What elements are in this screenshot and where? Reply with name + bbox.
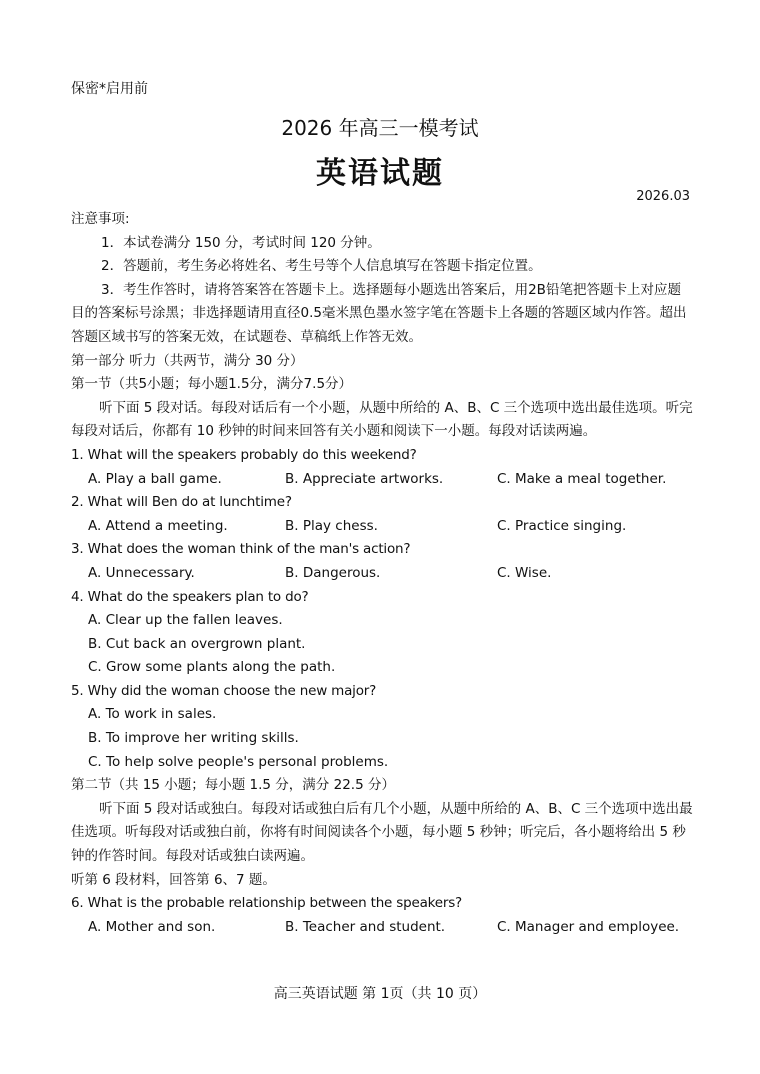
option-a: A. To work in sales. bbox=[88, 706, 217, 723]
option-b: B. Play chess. bbox=[285, 517, 378, 534]
option-c: C. To help solve people's personal problems. bbox=[88, 753, 389, 770]
option-c: C. Grow some plants along the path. bbox=[88, 659, 336, 676]
section2-title: 第二节（共 15 小题；每小题 1.5 分，满分 22.5 分） bbox=[71, 777, 395, 794]
question-3-options bbox=[71, 562, 693, 586]
option-b: B. Cut back an overgrown plant. bbox=[88, 635, 306, 652]
option-b: B. Dangerous. bbox=[285, 564, 381, 581]
section2-instructions: 听下面 5 段对话或独白。每段对话或独白后有几个小题，从题中所给的 A、B、C 三个选项中选出最佳选项。听每段对话或独白前，你将有时间阅读各个小题，每小题 5 秒钟；听完后，各小题将给出 5 秒钟的作答时间。每段对话或独白读两遍。 bbox=[71, 800, 693, 865]
question-6-options bbox=[71, 916, 693, 940]
section1-title: 第一节（共5小题；每小题1.5分，满分7.5分） bbox=[71, 376, 353, 393]
option-c: C. Manager and employee. bbox=[497, 918, 680, 935]
question-2-options bbox=[71, 515, 693, 539]
option-b: B. To improve her writing skills. bbox=[88, 730, 299, 747]
option-a: A. Play a ball game. bbox=[88, 470, 222, 487]
option-c: C. Practice singing. bbox=[497, 517, 627, 534]
note-item-1: 1．本试卷满分 150 分，考试时间 120 分钟。 bbox=[101, 234, 381, 251]
page-footer: 高三英语试题 第 1页（共 10 页） bbox=[273, 986, 487, 1002]
question-1-options bbox=[71, 468, 693, 492]
exam-title: 2026 年高三一模考试 bbox=[281, 116, 479, 140]
option-a: A. Attend a meeting. bbox=[88, 517, 228, 534]
part1-title: 第一部分 听力（共两节，满分 30 分） bbox=[71, 352, 304, 369]
question-6-stem: 6. What is the probable relationship between the speakers? bbox=[71, 895, 463, 912]
subject-title: 英语试题 bbox=[316, 156, 444, 191]
option-a: A. Clear up the fallen leaves. bbox=[88, 612, 283, 629]
section1-instructions: 听下面 5 段对话。每段对话后有一个小题，从题中所给的 A、B、C 三个选项中选出最佳选项。听完每段对话后，你都有 10 秒钟的时间来回答有关小题和阅读下一小题。每段对话读两遍。 bbox=[71, 399, 693, 440]
notes-heading: 注意事项: bbox=[71, 211, 130, 227]
exam-content bbox=[71, 208, 693, 939]
note-item-3: 3．考生作答时，请将答案答在答题卡上。选择题每小题选出答案后，用2B铅笔把答题卡上对应题目的答案标号涂黑；非选择题请用直径0.5毫米黑色墨水签字笔在答题卡上各题的答题区域内作答。超出答题区域书写的答案无效，在试题卷、草稿纸上作答无效。 bbox=[71, 281, 687, 345]
question-1-stem: 1. What will the speakers probably do this weekend? bbox=[71, 446, 417, 463]
confidential-label: 保密*启用前 bbox=[71, 81, 148, 97]
material-note: 听第 6 段材料，回答第 6、7 题。 bbox=[71, 871, 276, 888]
question-3-stem: 3. What does the woman think of the man's action? bbox=[71, 541, 411, 558]
option-b: B. Teacher and student. bbox=[285, 918, 446, 935]
exam-date: 2026.03 bbox=[636, 189, 690, 204]
question-5-stem: 5. Why did the woman choose the new major? bbox=[71, 682, 377, 699]
question-4-stem: 4. What do the speakers plan to do? bbox=[71, 588, 309, 605]
question-2-stem: 2. What will Ben do at lunchtime? bbox=[71, 494, 292, 511]
option-a: A. Mother and son. bbox=[88, 918, 216, 935]
option-c: C. Make a meal together. bbox=[497, 470, 667, 487]
option-c: C. Wise. bbox=[497, 564, 552, 581]
option-b: B. Appreciate artworks. bbox=[285, 470, 444, 487]
option-a: A. Unnecessary. bbox=[88, 564, 195, 581]
note-item-2: 2．答题前，考生务必将姓名、考生号等个人信息填写在答题卡指定位置。 bbox=[101, 258, 542, 275]
